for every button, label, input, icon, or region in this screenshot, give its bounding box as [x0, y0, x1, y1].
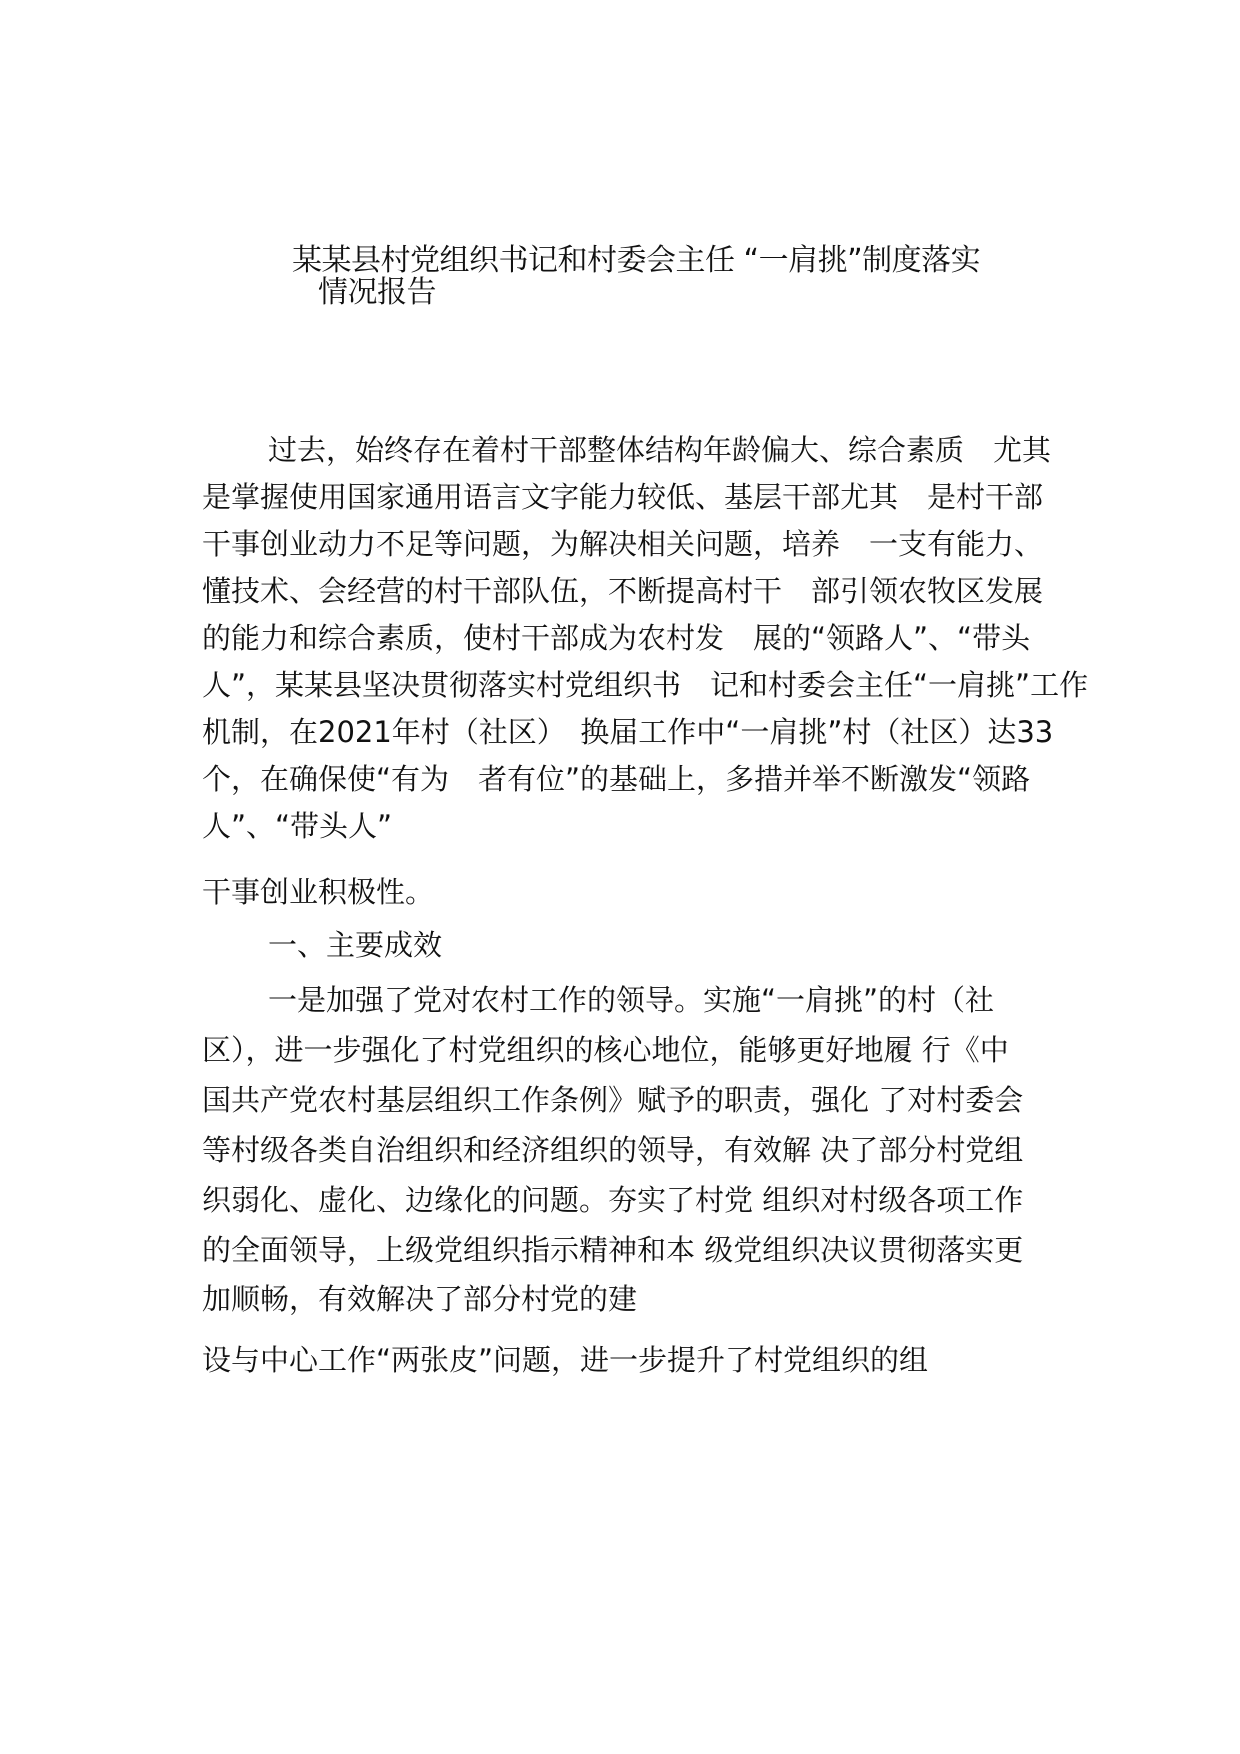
paragraph-line: 是掌握使用国家通用语言文字能力较低、基层干部尤其 是村干部: [202, 480, 1044, 514]
paragraph-line: 过去，始终存在着村干部整体结构年龄偏大、综合素质 尤其: [268, 433, 1052, 467]
paragraph-line: 的全面领导，上级党组织指示精神和本 级党组织决议贯彻落实更: [202, 1233, 1024, 1267]
document-title-line-2: 情况报告: [318, 275, 436, 310]
paragraph-line: 等村级各类自治组织和经济组织的领导，有效解 决了部分村党组: [202, 1133, 1024, 1167]
paragraph-line: 人”，某某县坚决贯彻落实村党组织书 记和村委会主任“一肩挑”工作: [202, 668, 1089, 702]
paragraph-line: 一是加强了党对农村工作的领导。实施“一肩挑”的村（社: [268, 983, 995, 1017]
paragraph-line: 设与中心工作“两张皮”问题，进一步提升了村党组织的组: [202, 1343, 929, 1377]
document-title-line-1: 某某县村党组织书记和村委会主任 “一肩挑”制度落实: [292, 243, 981, 278]
paragraph-line: 懂技术、会经营的村干部队伍，不断提高村干 部引领农牧区发展: [202, 574, 1044, 608]
paragraph-line: 国共产党农村基层组织工作条例》赋予的职责，强化 了对村委会: [202, 1083, 1024, 1117]
paragraph-line: 的能力和综合素质，使村干部成为农村发 展的“领路人”、“带头: [202, 621, 1031, 655]
paragraph-line: 织弱化、虚化、边缘化的问题。夯实了村党 组织对村级各项工作: [202, 1183, 1024, 1217]
paragraph-line: 干事创业积极性。: [202, 875, 435, 909]
paragraph-line: 个，在确保使“有为 者有位”的基础上，多措并举不断激发“领路: [202, 762, 1031, 796]
paragraph-line: 人”、“带头人”: [202, 809, 393, 843]
paragraph-line: 干事创业动力不足等问题，为解决相关问题，培养 一支有能力、: [202, 527, 1044, 561]
section-heading: 一、主要成效: [268, 928, 443, 962]
paragraph-line: 机制，在2021年村（社区） 换届工作中“一肩挑”村（社区）达33: [202, 715, 1054, 749]
paragraph-line: 区），进一步强化了村党组织的核心地位，能够更好地履 行《中: [202, 1033, 1009, 1067]
paragraph-line: 加顺畅，有效解决了部分村党的建: [202, 1282, 638, 1316]
